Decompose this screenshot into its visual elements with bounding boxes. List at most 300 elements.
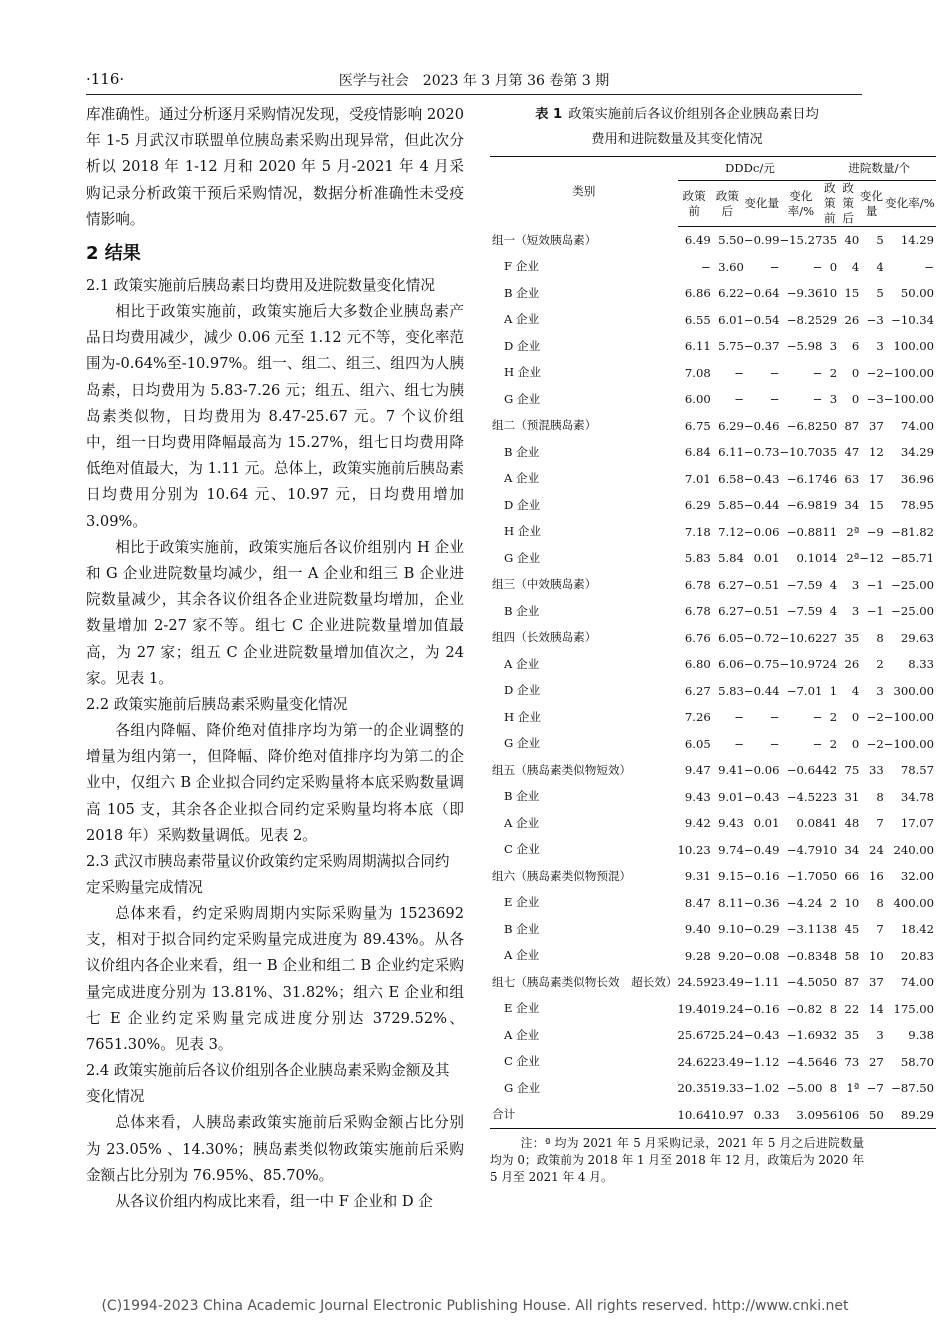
table-cell: 3: [829, 392, 838, 407]
table-cell: 29.63: [900, 630, 935, 645]
table-cell: 46: [822, 471, 838, 486]
table-cell: 8: [876, 630, 884, 645]
table-row: [490, 837, 936, 864]
table-cell: −3.11: [786, 922, 823, 937]
table-cell: 35: [844, 630, 860, 645]
copyright-footer: (C)1994-2023 China Academic Journal Electronic Publishing House. All rights reserved. http://www.cnki.net: [101, 1298, 849, 1314]
subsection-heading-2-2: 2.2 政策实施前后胰岛素采购量变化情况: [86, 696, 348, 714]
right-column: [490, 102, 935, 1186]
table-cell: −3: [866, 392, 884, 407]
table-cell: 6.06: [718, 657, 744, 672]
table-cell: 6.55: [684, 312, 711, 327]
table-cell: 23: [822, 789, 838, 804]
header-col: 政策前: [678, 181, 711, 227]
table-cell: −10.97: [779, 657, 823, 672]
table-cell: 38: [822, 922, 838, 937]
table-cell: −1: [866, 577, 884, 592]
row-category: A 企业: [504, 815, 540, 830]
table-cell: 6.76: [684, 630, 711, 645]
table-cell: 6.27: [718, 604, 744, 619]
row-category: B 企业: [504, 789, 540, 804]
table-cell: −4.24: [786, 895, 823, 910]
table-cell: 6.00: [684, 392, 711, 407]
paragraph-2-1-a: 相比于政策实施前，政策实施后大多数企业胰岛素产品日均费用减少，减少 0.06 元至 1.12 元不等，变化率范围为-0.64%至-10.97%。组一、组二、组三、组四为人胰岛素，日均费用为 5.83-7.26 元；组五、组六、组七为胰岛素类似物，日均费用为 8.47-25.67 元。7 个议价组中，组一日均费用降幅最高为 15.27%，组七日均费用降低绝对值最大，为 1.11 元。总体上，政策实施前后胰岛素日均费用分别为 10.64 元、10.97 元，日均费用增加 3.09%。: [86, 303, 464, 530]
table-cell: −0.44: [743, 683, 780, 698]
table-row: [490, 466, 936, 493]
table-cell: 37: [868, 975, 884, 990]
table-cell: 89.29: [884, 1102, 936, 1129]
table-cell: −9: [866, 524, 884, 539]
table-cell: 6.11: [684, 339, 711, 354]
table-cell: 19.40: [677, 1001, 711, 1016]
row-category: 合计: [490, 1102, 678, 1129]
table-row: [490, 704, 936, 731]
row-category: G 企业: [504, 550, 541, 565]
table-cell: 9.38: [908, 1028, 935, 1043]
table-cell: −4.56: [786, 1054, 823, 1069]
table-cell: 6.22: [718, 286, 744, 301]
table-cell: 16: [868, 869, 884, 884]
table-cell: 6.27: [718, 577, 744, 592]
table-cell: 8: [876, 895, 884, 910]
table-row: [490, 731, 936, 758]
table-cell: 11: [822, 524, 838, 539]
table-cell: 4: [851, 683, 860, 698]
table-cell: 0: [851, 736, 860, 751]
table-cell: 20.35: [677, 1081, 711, 1096]
table-cell: 23.49: [710, 975, 744, 990]
table-cell: −87.50: [891, 1081, 935, 1096]
table-cell: −1.11: [743, 975, 780, 990]
table-cell: 6.01: [718, 312, 744, 327]
table-cell: 0: [829, 259, 838, 274]
table-cell: 5.84: [718, 551, 744, 566]
table-cell: 73: [844, 1054, 860, 1069]
table-cell: 7.01: [684, 471, 711, 486]
header-dddc-group: DDDc/元: [678, 157, 823, 181]
paragraph-2-3: 总体来看，约定采购周期内实际采购量为 1523692 支，相对于拟合同约定采购量完成进度为 89.43%。从各议价组内各企业来看，组一 B 企业和组二 B 企业约定采购量完成进度分别为 13.81%、31.82%；组六 E 企业和组七 E 企业约定采购量完成进度分别达 3729.52%、7651.30%。见表 3。: [86, 905, 464, 1054]
table-cell: 78.95: [900, 498, 935, 513]
row-category: G 企业: [504, 1080, 541, 1095]
row-category: G 企业: [504, 391, 541, 406]
table-cell: −8.25: [786, 312, 823, 327]
table-cell: 63: [844, 471, 860, 486]
table-cell: −: [812, 365, 823, 380]
table-cell: 58: [844, 948, 860, 963]
table-cell: 7: [876, 816, 884, 831]
table-cell: 0.01: [753, 551, 780, 566]
table-cell: 9.43: [718, 816, 744, 831]
table-group-row: [490, 1102, 936, 1129]
header-col: 政策后: [837, 181, 859, 227]
table-cell: 34: [844, 842, 860, 857]
row-category: 组三（中效胰岛素）: [492, 577, 597, 592]
table-cell: 66: [844, 869, 860, 884]
row-category: B 企业: [504, 603, 540, 618]
table-cell: −0.82: [786, 1001, 823, 1016]
table-group-row: [490, 969, 936, 996]
table-cell: 6.05: [718, 630, 744, 645]
table-cell: 6.84: [684, 445, 711, 460]
table-cell: 2ª: [846, 524, 860, 539]
table-cell: −12: [859, 551, 884, 566]
table-cell: 87: [844, 975, 860, 990]
table-cell: 6.29: [718, 418, 744, 433]
table-cell: 6.80: [684, 657, 711, 672]
table-cell: −10.70: [779, 445, 823, 460]
subsection-heading-2-4: 2.4 政策实施前后各议价组别各企业胰岛素采购金额及其变化情况: [86, 1062, 450, 1106]
table-cell: 87: [844, 418, 860, 433]
table-cell: 19.24: [710, 1001, 744, 1016]
table-label: 表 1: [535, 107, 563, 122]
row-category: E 企业: [504, 895, 540, 910]
row-category: A 企业: [504, 471, 540, 486]
table-cell: −1: [866, 604, 884, 619]
table-cell: −0.75: [743, 657, 780, 672]
table-cell: −0.88: [786, 524, 823, 539]
table-cell: 5.75: [718, 339, 744, 354]
left-column: [86, 102, 464, 1215]
table-cell: 1: [829, 683, 838, 698]
table-cell: 240.00: [893, 842, 935, 857]
table-cell: −0.29: [743, 922, 780, 937]
table-cell: −2: [866, 710, 884, 725]
table-cell: 15: [844, 286, 860, 301]
table-cell: 14.29: [900, 233, 935, 248]
table-cell: 78.57: [900, 763, 935, 778]
table-cell: 35: [844, 1028, 860, 1043]
table-cell: −7.01: [786, 683, 823, 698]
row-category: D 企业: [504, 497, 541, 512]
table-cell: 17: [868, 471, 884, 486]
table-cell: 8.33: [908, 657, 935, 672]
table-cell: 26: [844, 657, 860, 672]
table-group-row: [490, 227, 936, 254]
table-cell: −0.44: [743, 498, 780, 513]
table-cell: 9.28: [684, 948, 711, 963]
row-category: B 企业: [504, 285, 540, 300]
row-category: 组二（预混胰岛素）: [492, 418, 597, 433]
table-cell: 14: [822, 551, 838, 566]
table-cell: 8: [829, 1081, 838, 1096]
table-cell: 6.29: [684, 498, 711, 513]
table-cell: 6.86: [684, 286, 711, 301]
table-cell: 22: [844, 1001, 860, 1016]
table-row: [490, 810, 936, 837]
table-cell: 7.12: [718, 524, 744, 539]
table-cell: −0.36: [743, 895, 780, 910]
table-cell: 34.29: [900, 445, 935, 460]
table-row: [490, 254, 936, 281]
table-cell: −0.83: [786, 948, 823, 963]
table-cell: 3.60: [718, 259, 744, 274]
table-row: [490, 333, 936, 360]
row-category: A 企业: [504, 656, 540, 671]
table-cell: 6: [851, 339, 860, 354]
paragraph-intro: 库准确性。通过分析逐月采购情况发现，受疫情影响 2020 年 1-5 月武汉市联盟单位胰岛素采购出现异常，但此次分析以 2018 年 1-12 月和 2020 年 5 月-2021 年 4 月采购记录分析政策干预后采购情况，数据分析准确性未受疫情影响。: [86, 106, 464, 228]
table-row: [490, 1075, 936, 1102]
table-cell: 3: [876, 683, 884, 698]
header-count-group: 进院数量/个: [822, 157, 936, 181]
table-cell: 2ª: [846, 551, 860, 566]
table-cell: −0.08: [743, 948, 780, 963]
table-cell: 24.62: [677, 1054, 711, 1069]
table-cell: 37: [868, 418, 884, 433]
row-category: D 企业: [504, 338, 541, 353]
table-cell: 27: [868, 1054, 884, 1069]
table-cell: 5.50: [718, 233, 744, 248]
table-caption-line2: 费用和进院数量及其变化情况: [591, 132, 763, 147]
table-row: [490, 996, 936, 1023]
table-cell: 48: [822, 948, 838, 963]
table-cell: 25.67: [677, 1028, 711, 1043]
table-cell: −0.64: [743, 286, 780, 301]
table-cell: 14: [868, 1001, 884, 1016]
table-row: [490, 1022, 936, 1049]
table-cell: −1.12: [743, 1054, 780, 1069]
row-category: F 企业: [504, 259, 539, 274]
table-cell: −: [701, 259, 711, 274]
table-cell: 9.10: [718, 922, 744, 937]
table-cell: 2: [829, 895, 838, 910]
table-cell: 9.74: [718, 842, 744, 857]
header-col: 变化率/%: [884, 181, 936, 227]
table-cell: 10.97: [711, 1102, 744, 1129]
table-cell: 0.10: [796, 551, 823, 566]
table-cell: 8.11: [718, 895, 744, 910]
table-cell: 34: [844, 498, 860, 513]
table-cell: 9.15: [718, 869, 744, 884]
table-cell: −0.06: [743, 763, 780, 778]
table-cell: −9.36: [786, 286, 823, 301]
table-cell: −: [769, 710, 780, 725]
table-row: [490, 890, 936, 917]
table-cell: 24: [868, 842, 884, 857]
table-cell: −5.98: [786, 339, 823, 354]
table-cell: −: [734, 365, 744, 380]
table-cell: 6.78: [684, 577, 711, 592]
table-note: 注：ª 均为 2021 年 5 月采购记录，2021 年 5 月之后进院数量均为 0；政策前为 2018 年 1 月至 2018 年 12 月，政策后为 2020 年 5 月至 2021 年 4 月。: [490, 1136, 864, 1184]
table-cell: −25.00: [891, 577, 935, 592]
table-cell: 8.47: [684, 895, 711, 910]
header-col: 政策前: [823, 181, 836, 225]
table-cell: −10.62: [779, 630, 823, 645]
page-number: ·116·: [86, 70, 125, 88]
table-row: [490, 519, 936, 546]
row-category: H 企业: [504, 524, 541, 539]
table-cell: 50: [822, 869, 838, 884]
paragraph-2-4-b: 从各议价组内构成比来看，组一中 F 企业和 D 企: [115, 1192, 433, 1210]
table-cell: −0.16: [743, 869, 780, 884]
table-cell: 10: [868, 948, 884, 963]
section-heading-results: 2 结果: [86, 243, 141, 265]
table-cell: 36.96: [900, 471, 935, 486]
table-cell: 50.00: [900, 286, 935, 301]
table-cell: 7: [876, 922, 884, 937]
table-cell: −5.00: [786, 1081, 823, 1096]
table-row: [490, 545, 936, 572]
table-cell: 26: [844, 312, 860, 327]
table-cell: −100.00: [883, 365, 935, 380]
row-category: 组四（长效胰岛素）: [492, 630, 597, 645]
table-cell: 5.83: [718, 683, 744, 698]
table-cell: 3: [876, 1028, 884, 1043]
table-cell: 58.70: [900, 1054, 935, 1069]
row-category: 组七（胰岛素类似物长效 超长效）: [492, 974, 678, 989]
table-cell: 35: [822, 233, 838, 248]
table-cell: 0: [851, 392, 860, 407]
table-cell: 34.78: [900, 789, 935, 804]
table-cell: 300.00: [893, 683, 935, 698]
header-col: 变化量: [859, 181, 883, 227]
table-cell: 15: [868, 498, 884, 513]
subsection-heading-2-3: 2.3 武汉市胰岛素带量议价政策约定采购周期满拟合同约定采购量完成情况: [86, 853, 450, 897]
table-cell: 56: [822, 1102, 837, 1129]
table-cell: 24: [822, 657, 838, 672]
table-cell: 9.43: [684, 789, 711, 804]
table-cell: −4.52: [786, 789, 823, 804]
table-cell: 2: [829, 710, 838, 725]
table-cell: −0.99: [743, 233, 780, 248]
paragraph-2-2: 各组内降幅、降价绝对值排序均为第一的企业调整的增量为组内第一，但降幅、降价绝对值排序均为第二的企业中，仅组六 B 企业拟合同约定采购量将本底采购数量调高 105 支，其余各企业拟合同约定采购量均将本底（即 2018 年）采购数量调低。见表 2。: [86, 722, 464, 844]
table-cell: −: [734, 710, 744, 725]
table-cell: 50: [859, 1102, 883, 1129]
table-cell: 3.09: [779, 1102, 822, 1129]
table-cell: 18.42: [900, 922, 935, 937]
table-cell: −6.82: [786, 418, 823, 433]
row-category: A 企业: [504, 948, 540, 963]
row-category: B 企业: [504, 444, 540, 459]
table-cell: 33: [868, 763, 884, 778]
row-category: H 企业: [504, 709, 541, 724]
table-cell: 10: [822, 286, 838, 301]
table-row: [490, 784, 936, 811]
table-cell: 31: [844, 789, 860, 804]
table-cell: −2: [866, 736, 884, 751]
table-row: [490, 1049, 936, 1076]
table-cell: −1.69: [786, 1028, 823, 1043]
table-cell: 7.08: [684, 365, 711, 380]
table-cell: 0: [851, 710, 860, 725]
table-cell: 5: [876, 286, 884, 301]
table-cell: 6.11: [718, 445, 744, 460]
header-col: 变化率/%: [779, 181, 822, 227]
table-group-row: [490, 572, 936, 599]
table-cell: 3: [829, 339, 838, 354]
table-cell: 42: [822, 763, 838, 778]
table-cell: 23.49: [710, 1054, 744, 1069]
row-category: 组五（胰岛素类似物短效）: [492, 762, 632, 777]
table-cell: −: [734, 392, 744, 407]
table-cell: 8: [876, 789, 884, 804]
header-col: 政策后: [711, 181, 744, 227]
table-cell: −100.00: [883, 736, 935, 751]
table-cell: 20.83: [900, 948, 935, 963]
table-cell: −: [812, 736, 823, 751]
table-cell: 6.49: [684, 233, 711, 248]
table-cell: −10.34: [891, 312, 935, 327]
table-cell: −: [734, 736, 744, 751]
table-row: [490, 360, 936, 387]
table-cell: −15.27: [779, 233, 823, 248]
table-caption-line1: 政策实施前后各议价组别各企业胰岛素日均: [568, 107, 819, 122]
table-cell: 2: [829, 736, 838, 751]
table-cell: −: [769, 392, 780, 407]
table-cell: 8: [829, 1001, 838, 1016]
table-cell: −0.46: [743, 418, 780, 433]
table-cell: 3: [851, 604, 860, 619]
table-cell: −: [924, 259, 935, 274]
row-category: 组一（短效胰岛素）: [492, 232, 597, 247]
table-row: [490, 678, 936, 705]
subsection-heading-2-1: 2.1 政策实施前后胰岛素日均费用及进院数量变化情况: [86, 277, 435, 295]
table-cell: −0.73: [743, 445, 780, 460]
table-cell: 50: [822, 418, 838, 433]
table-cell: −100.00: [883, 392, 935, 407]
table-cell: 40: [844, 233, 860, 248]
table-cell: 10.64: [678, 1102, 711, 1129]
table-cell: −0.16: [743, 1001, 780, 1016]
table-row: [490, 651, 936, 678]
table-cell: 5.83: [684, 551, 711, 566]
table-cell: −: [812, 392, 823, 407]
table-cell: 0.01: [753, 816, 780, 831]
table-row: [490, 307, 936, 334]
table-cell: 74.00: [900, 418, 935, 433]
table-cell: −81.82: [891, 524, 935, 539]
table-cell: −: [769, 365, 780, 380]
table-cell: −4.79: [786, 842, 823, 857]
paragraph-2-1-b: 相比于政策实施前，政策实施后各议价组别内 H 企业和 G 企业进院数量均减少，组一 A 企业和组三 B 企业进院数量减少，其余各议价组各企业进院数量均增加，企业数量增加 2-27 家不等。组七 C 企业进院数量增加值最高，为 27 家；组五 C 企业进院数量增加值次之，为 24 家。见表 1。: [86, 538, 464, 687]
row-category: 组六（胰岛素类似物预混）: [492, 868, 632, 883]
table-cell: 400.00: [893, 895, 935, 910]
table-row: [490, 943, 936, 970]
table-row: [490, 492, 936, 519]
table-cell: 24.59: [677, 975, 711, 990]
table-cell: 7.26: [684, 710, 711, 725]
table-cell: 19: [822, 498, 838, 513]
table-cell: −0.06: [743, 524, 780, 539]
table-cell: 9.01: [718, 789, 744, 804]
table-cell: 5: [876, 233, 884, 248]
table-row: [490, 916, 936, 943]
row-category: C 企业: [504, 1054, 540, 1069]
table-cell: 50: [822, 975, 838, 990]
table-cell: 0: [851, 365, 860, 380]
table-cell: −0.72: [743, 630, 780, 645]
row-category: G 企业: [504, 736, 541, 751]
table-cell: 10: [844, 895, 860, 910]
table-row: [490, 386, 936, 413]
table-cell: 2: [829, 365, 838, 380]
table-cell: −0.43: [743, 1028, 780, 1043]
table-cell: −2: [866, 365, 884, 380]
table-cell: 9.42: [684, 816, 711, 831]
table-cell: 27: [822, 630, 838, 645]
table-cell: 19.33: [710, 1081, 744, 1096]
table-cell: 32.00: [900, 869, 935, 884]
table-cell: 6.58: [718, 471, 744, 486]
table-cell: 175.00: [893, 1001, 935, 1016]
table-cell: 5.85: [718, 498, 744, 513]
table-cell: −1.70: [786, 869, 823, 884]
row-category: E 企业: [504, 1001, 540, 1016]
table-cell: 10.23: [677, 842, 711, 857]
table-cell: 9.47: [684, 763, 711, 778]
table-cell: 6.78: [684, 604, 711, 619]
table-cell: 4: [829, 577, 838, 592]
row-category: B 企业: [504, 921, 540, 936]
